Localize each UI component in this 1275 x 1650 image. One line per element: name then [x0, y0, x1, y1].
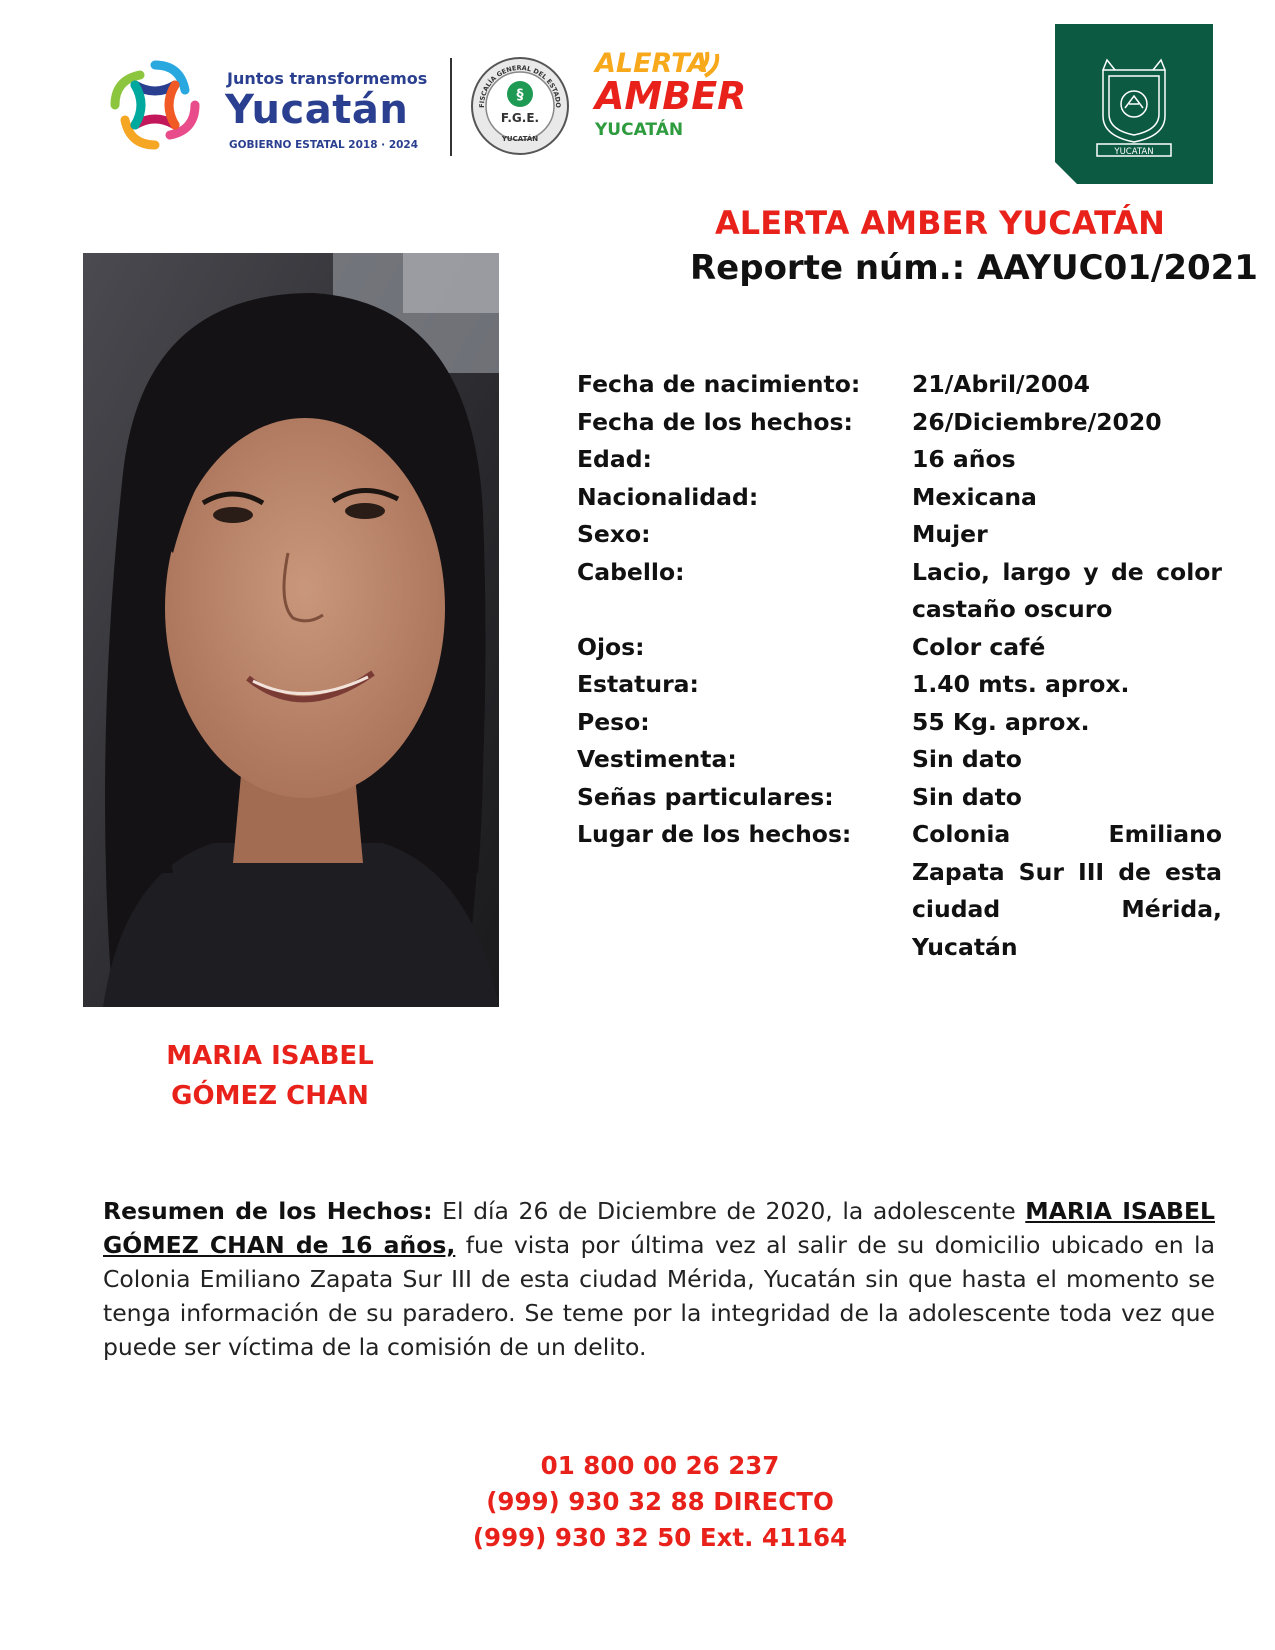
- detail-label: Peso:: [577, 707, 650, 736]
- detail-value: Lacio, largo y de color castaño oscuro: [912, 557, 1222, 623]
- fge-seal-icon: [470, 56, 570, 156]
- alert-title: ALERTA AMBER YUCATÁN: [715, 204, 1165, 242]
- detail-value: Mexicana: [912, 482, 1037, 511]
- detail-value: Color café: [912, 632, 1046, 661]
- gov-tagline: Juntos transformemos: [227, 69, 428, 88]
- detail-label: Vestimenta:: [577, 745, 737, 773]
- escudo-yucatan-logo: [1055, 24, 1213, 184]
- detail-row-hair: [577, 554, 1227, 629]
- detail-label: Fecha de nacimiento:: [577, 370, 861, 398]
- detail-row-event-date: [577, 404, 1227, 442]
- escudo-icon: [1055, 24, 1213, 184]
- escudo-label: YUCATAN: [1114, 147, 1154, 157]
- svg-text:YUCATÁN: YUCATÁN: [501, 135, 539, 143]
- summary-intro: El día 26 de Diciembre de 2020, la adolescente: [432, 1197, 1026, 1225]
- gobierno-yucatan-logo: [105, 55, 445, 155]
- fge-seal-logo: [470, 56, 570, 156]
- svg-text:FISCALÍA GENERAL DEL ESTADO: FISCALÍA GENERAL DEL ESTADO: [477, 63, 563, 108]
- person-details: [577, 366, 1227, 966]
- person-name-line1: MARIA ISABEL: [166, 1041, 374, 1071]
- contact-phones: [360, 1448, 960, 1556]
- phone-extension: (999) 930 32 50 Ext. 41164: [472, 1523, 848, 1552]
- detail-value: Sin dato: [912, 745, 1022, 773]
- gov-period: GOBIERNO ESTATAL 2018 · 2024: [229, 139, 419, 151]
- phone-tollfree: 01 800 00 26 237: [540, 1451, 780, 1480]
- detail-value: Sin dato: [912, 782, 1022, 811]
- detail-label: Lugar de los hechos:: [577, 820, 852, 848]
- alerta-signal-icon: [695, 48, 725, 82]
- detail-row-height: [577, 666, 1227, 704]
- detail-row-sex: [577, 516, 1227, 554]
- alerta-logo-line3: YUCATÁN: [595, 120, 684, 140]
- detail-value: 55 Kg. aprox.: [912, 707, 1090, 736]
- report-number: Reporte núm.: AAYUC01/2021: [690, 248, 1258, 288]
- detail-label: Ojos:: [577, 632, 645, 661]
- detail-value: 21/Abril/2004: [912, 370, 1090, 398]
- portrait-image: [83, 253, 499, 1007]
- detail-row-age: [577, 441, 1227, 479]
- detail-label: Señas particulares:: [577, 782, 834, 811]
- logo-divider: [450, 58, 452, 156]
- detail-row-location: [577, 816, 1227, 966]
- detail-value: 16 años: [912, 445, 1016, 473]
- person-name: [80, 1036, 460, 1116]
- summary-heading: Resumen de los Hechos:: [103, 1197, 433, 1225]
- alerta-logo-line2: AMBER: [595, 74, 747, 118]
- detail-row-marks: [577, 779, 1227, 817]
- detail-row-eyes: [577, 629, 1227, 667]
- svg-text:F.G.E.: F.G.E.: [500, 111, 540, 125]
- detail-row-nationality: [577, 479, 1227, 517]
- detail-value: 1.40 mts. aprox.: [912, 670, 1130, 698]
- gov-name: Yucatán: [225, 87, 409, 133]
- detail-row-clothing: [577, 741, 1227, 779]
- missing-person-photo: [83, 253, 499, 1007]
- alerta-logo-line1: ALERTA: [595, 48, 709, 79]
- person-name-line2: GÓMEZ CHAN: [171, 1081, 369, 1111]
- summary-highlight: MARIA ISABEL GÓMEZ CHAN de 16 años,: [103, 1197, 1215, 1259]
- summary-body: fue vista por última vez al salir de su domicilio ubicado en la Colonia Emiliano Zapata Sur III de esta ciudad Mérida, Yucatán sin que hasta el momento se tenga información de su paradero. Se teme por la integridad de la adolescente toda vez que puede ser víctima de la comisión de un delito.: [103, 1231, 1215, 1361]
- detail-label: Edad:: [577, 445, 652, 473]
- detail-label: Nacionalidad:: [577, 482, 759, 511]
- detail-row-birthdate: [577, 366, 1227, 404]
- svg-text:§: §: [516, 87, 524, 103]
- detail-value: Mujer: [912, 520, 988, 548]
- detail-row-weight: [577, 704, 1227, 742]
- phone-direct: (999) 930 32 88 DIRECTO: [486, 1487, 834, 1516]
- detail-label: Fecha de los hechos:: [577, 407, 853, 436]
- detail-value: Colonia Emiliano Zapata Sur III de esta ciudad Mérida, Yucatán: [912, 820, 1222, 961]
- detail-value: 26/Diciembre/2020: [912, 407, 1162, 436]
- yucatan-flower-icon: [105, 55, 205, 155]
- detail-label: Cabello:: [577, 557, 685, 586]
- alerta-amber-logo: [595, 48, 747, 148]
- detail-label: Sexo:: [577, 520, 651, 548]
- detail-label: Estatura:: [577, 670, 699, 698]
- summary-paragraph: [103, 1194, 1215, 1364]
